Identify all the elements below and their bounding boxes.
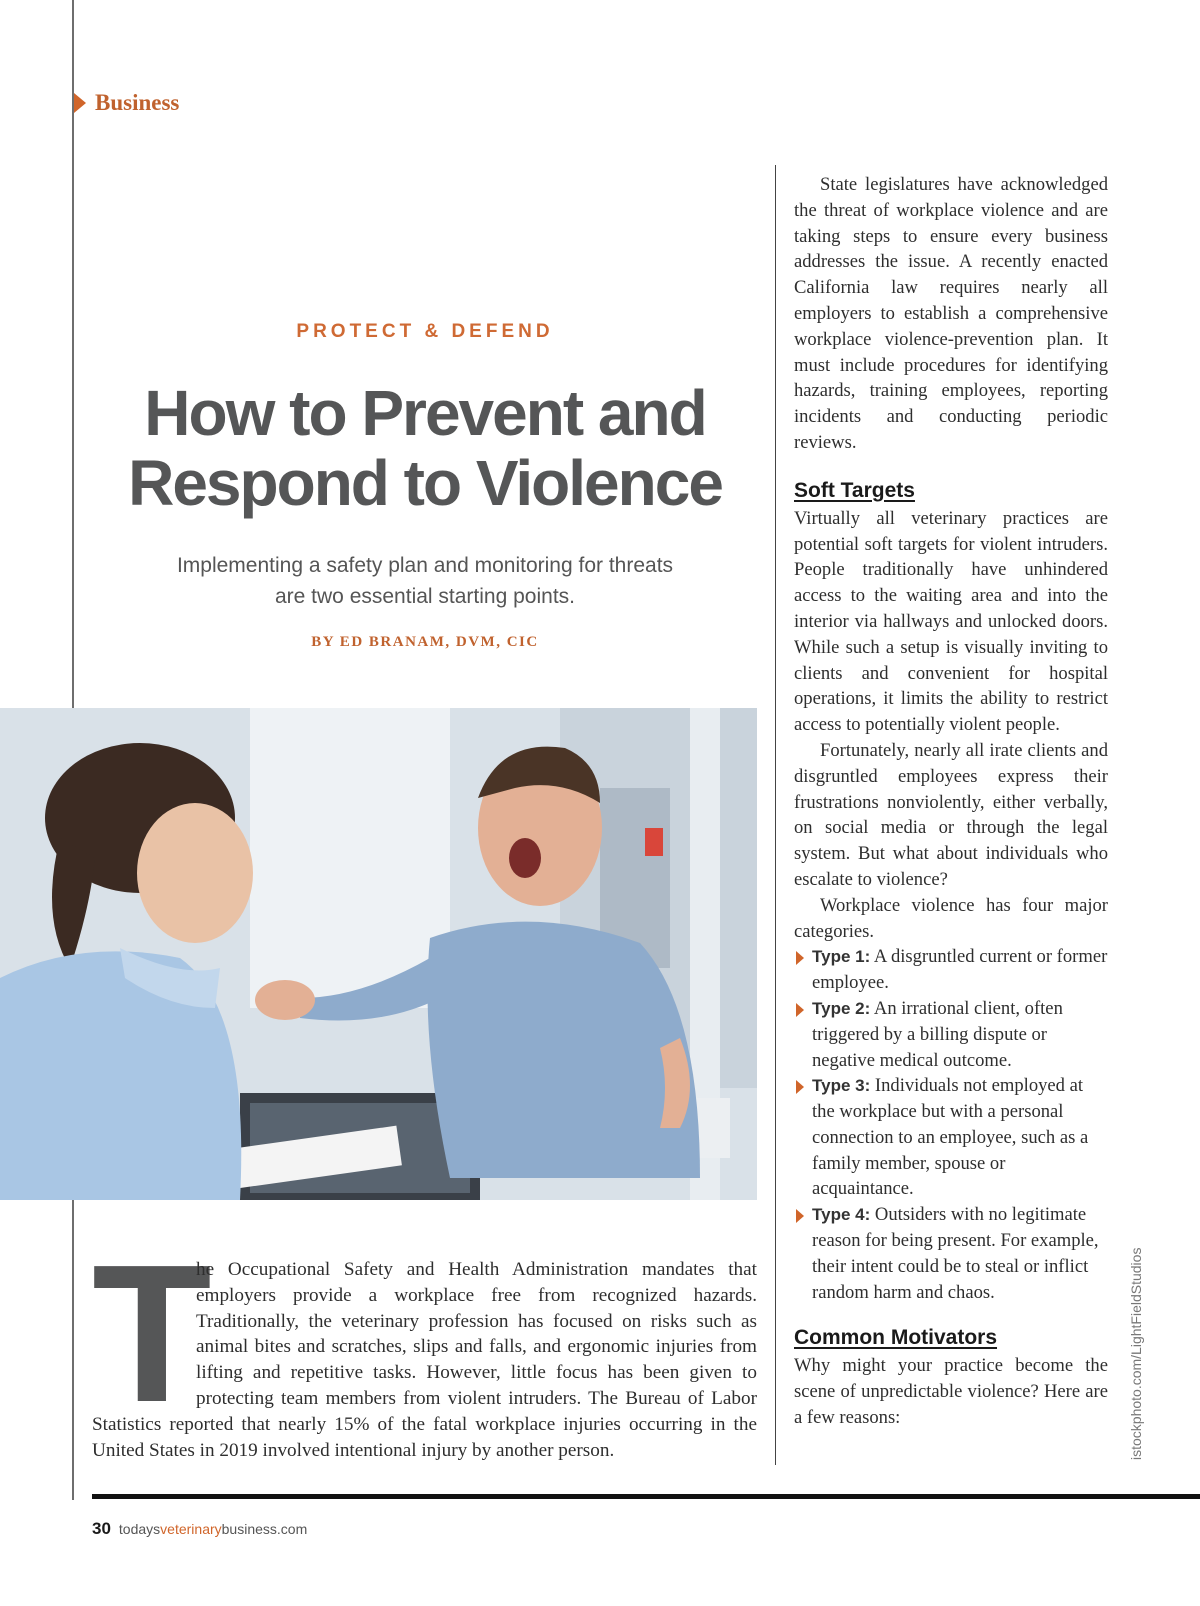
section-label: Business: [95, 90, 180, 115]
paragraph: Fortunately, nearly all irate clients and disgruntled employees express their frustrations nonviolently, either verbally, on social media or through the legal system. But what about individuals who escalate to violence?: [794, 739, 1108, 890]
type-label: Type 4:: [812, 1205, 871, 1225]
page-footer: [92, 1519, 307, 1539]
site-prefix: todays: [118, 1521, 161, 1537]
site-accent: veterinary: [160, 1521, 222, 1537]
article-kicker: PROTECT & DEFEND: [296, 321, 554, 342]
list-item: [794, 1202, 1108, 1305]
type-text: A disgruntled current or former employee.: [812, 946, 1108, 994]
headline-line-2: Respond to Violence: [128, 447, 722, 519]
subhead-common-motivators: Common Motivators: [794, 1326, 998, 1350]
type-label: Type 2:: [812, 998, 871, 1018]
paragraph: State legislatures have acknowledged the threat of workplace violence and are taking steps to ensure every business addresses the issue. A recently enacted California law requires nearly all employers to establish a comprehensive workplace violence-prevention plan. It must include procedures for identifying hazards, training employees, reporting incidents and conducting periodic reviews.: [794, 174, 1108, 453]
paragraph: Virtually all veterinary practices are potential soft targets for violent intruders. People traditionally have unhindered access to the waiting area and into the interior via hallways and unlocked doors. While such a setup is visually inviting to clients and convenient for hospital operations, it limits the ability to restrict access to potentially violent people.: [794, 507, 1108, 736]
list-item: [794, 996, 1108, 1073]
deck-line-1: Implementing a safety plan and monitoring for threats: [176, 554, 674, 577]
body-text-left: [92, 1224, 757, 1463]
subhead-soft-targets: Soft Targets: [794, 478, 915, 502]
site-suffix: business.com: [221, 1521, 308, 1537]
violence-type-list: [794, 944, 1108, 1305]
column-divider: [775, 165, 776, 1465]
body-text-right: [794, 172, 1108, 1431]
section-tag: [74, 90, 179, 116]
type-text: An irrational client, often triggered by a billing dispute or negative medical outcome.: [812, 997, 1063, 1071]
drop-cap: T: [92, 1224, 212, 1443]
photo-credit: istockphoto.com/LightFieldStudios: [1128, 1247, 1144, 1460]
intro-paragraph: he Occupational Safety and Health Administration mandates that employers provide a workplace free from recognized hazards. Traditionally, the veterinary profession has focused on risks such as animal bites and scratches, slips and falls, and ergonomic injuries from lifting and repetitive tasks. However, little focus has been given to protecting team members from violent intruders. The Bureau of Labor Statistics reported that nearly 15% of the fatal workplace injuries occurring in the United States in 2019 involved intentional injury by another person.: [92, 1259, 757, 1461]
type-label: Type 3:: [812, 1076, 871, 1096]
deck-line-2: are two essential starting points.: [275, 585, 575, 608]
type-text: Individuals not employed at the workplace but with a personal connection to an employee, such as a family member, spouse or acquaintance.: [812, 1075, 1089, 1200]
triangle-right-icon: [74, 93, 86, 113]
article-byline: BY ED BRANAM, DVM, CIC: [311, 634, 539, 650]
footer-rule: [92, 1494, 1200, 1499]
article-deck: [130, 550, 720, 612]
type-label: Type 1:: [812, 947, 871, 967]
article-headline: [100, 378, 750, 518]
page-number: 30: [92, 1519, 111, 1538]
list-item: [794, 944, 1108, 996]
headline-line-1: How to Prevent and: [144, 377, 706, 449]
paragraph: Workplace violence has four major categories.: [794, 894, 1108, 942]
paragraph: Why might your practice become the scene of unpredictable violence? Here are a few reasons:: [794, 1355, 1108, 1429]
site-url[interactable]: [119, 1521, 307, 1537]
type-text: Outsiders with no legitimate reason for being present. For example, their intent could be to steal or inflict random harm and chaos.: [812, 1204, 1099, 1303]
article-photo: [0, 708, 757, 1200]
list-item: [794, 1073, 1108, 1202]
